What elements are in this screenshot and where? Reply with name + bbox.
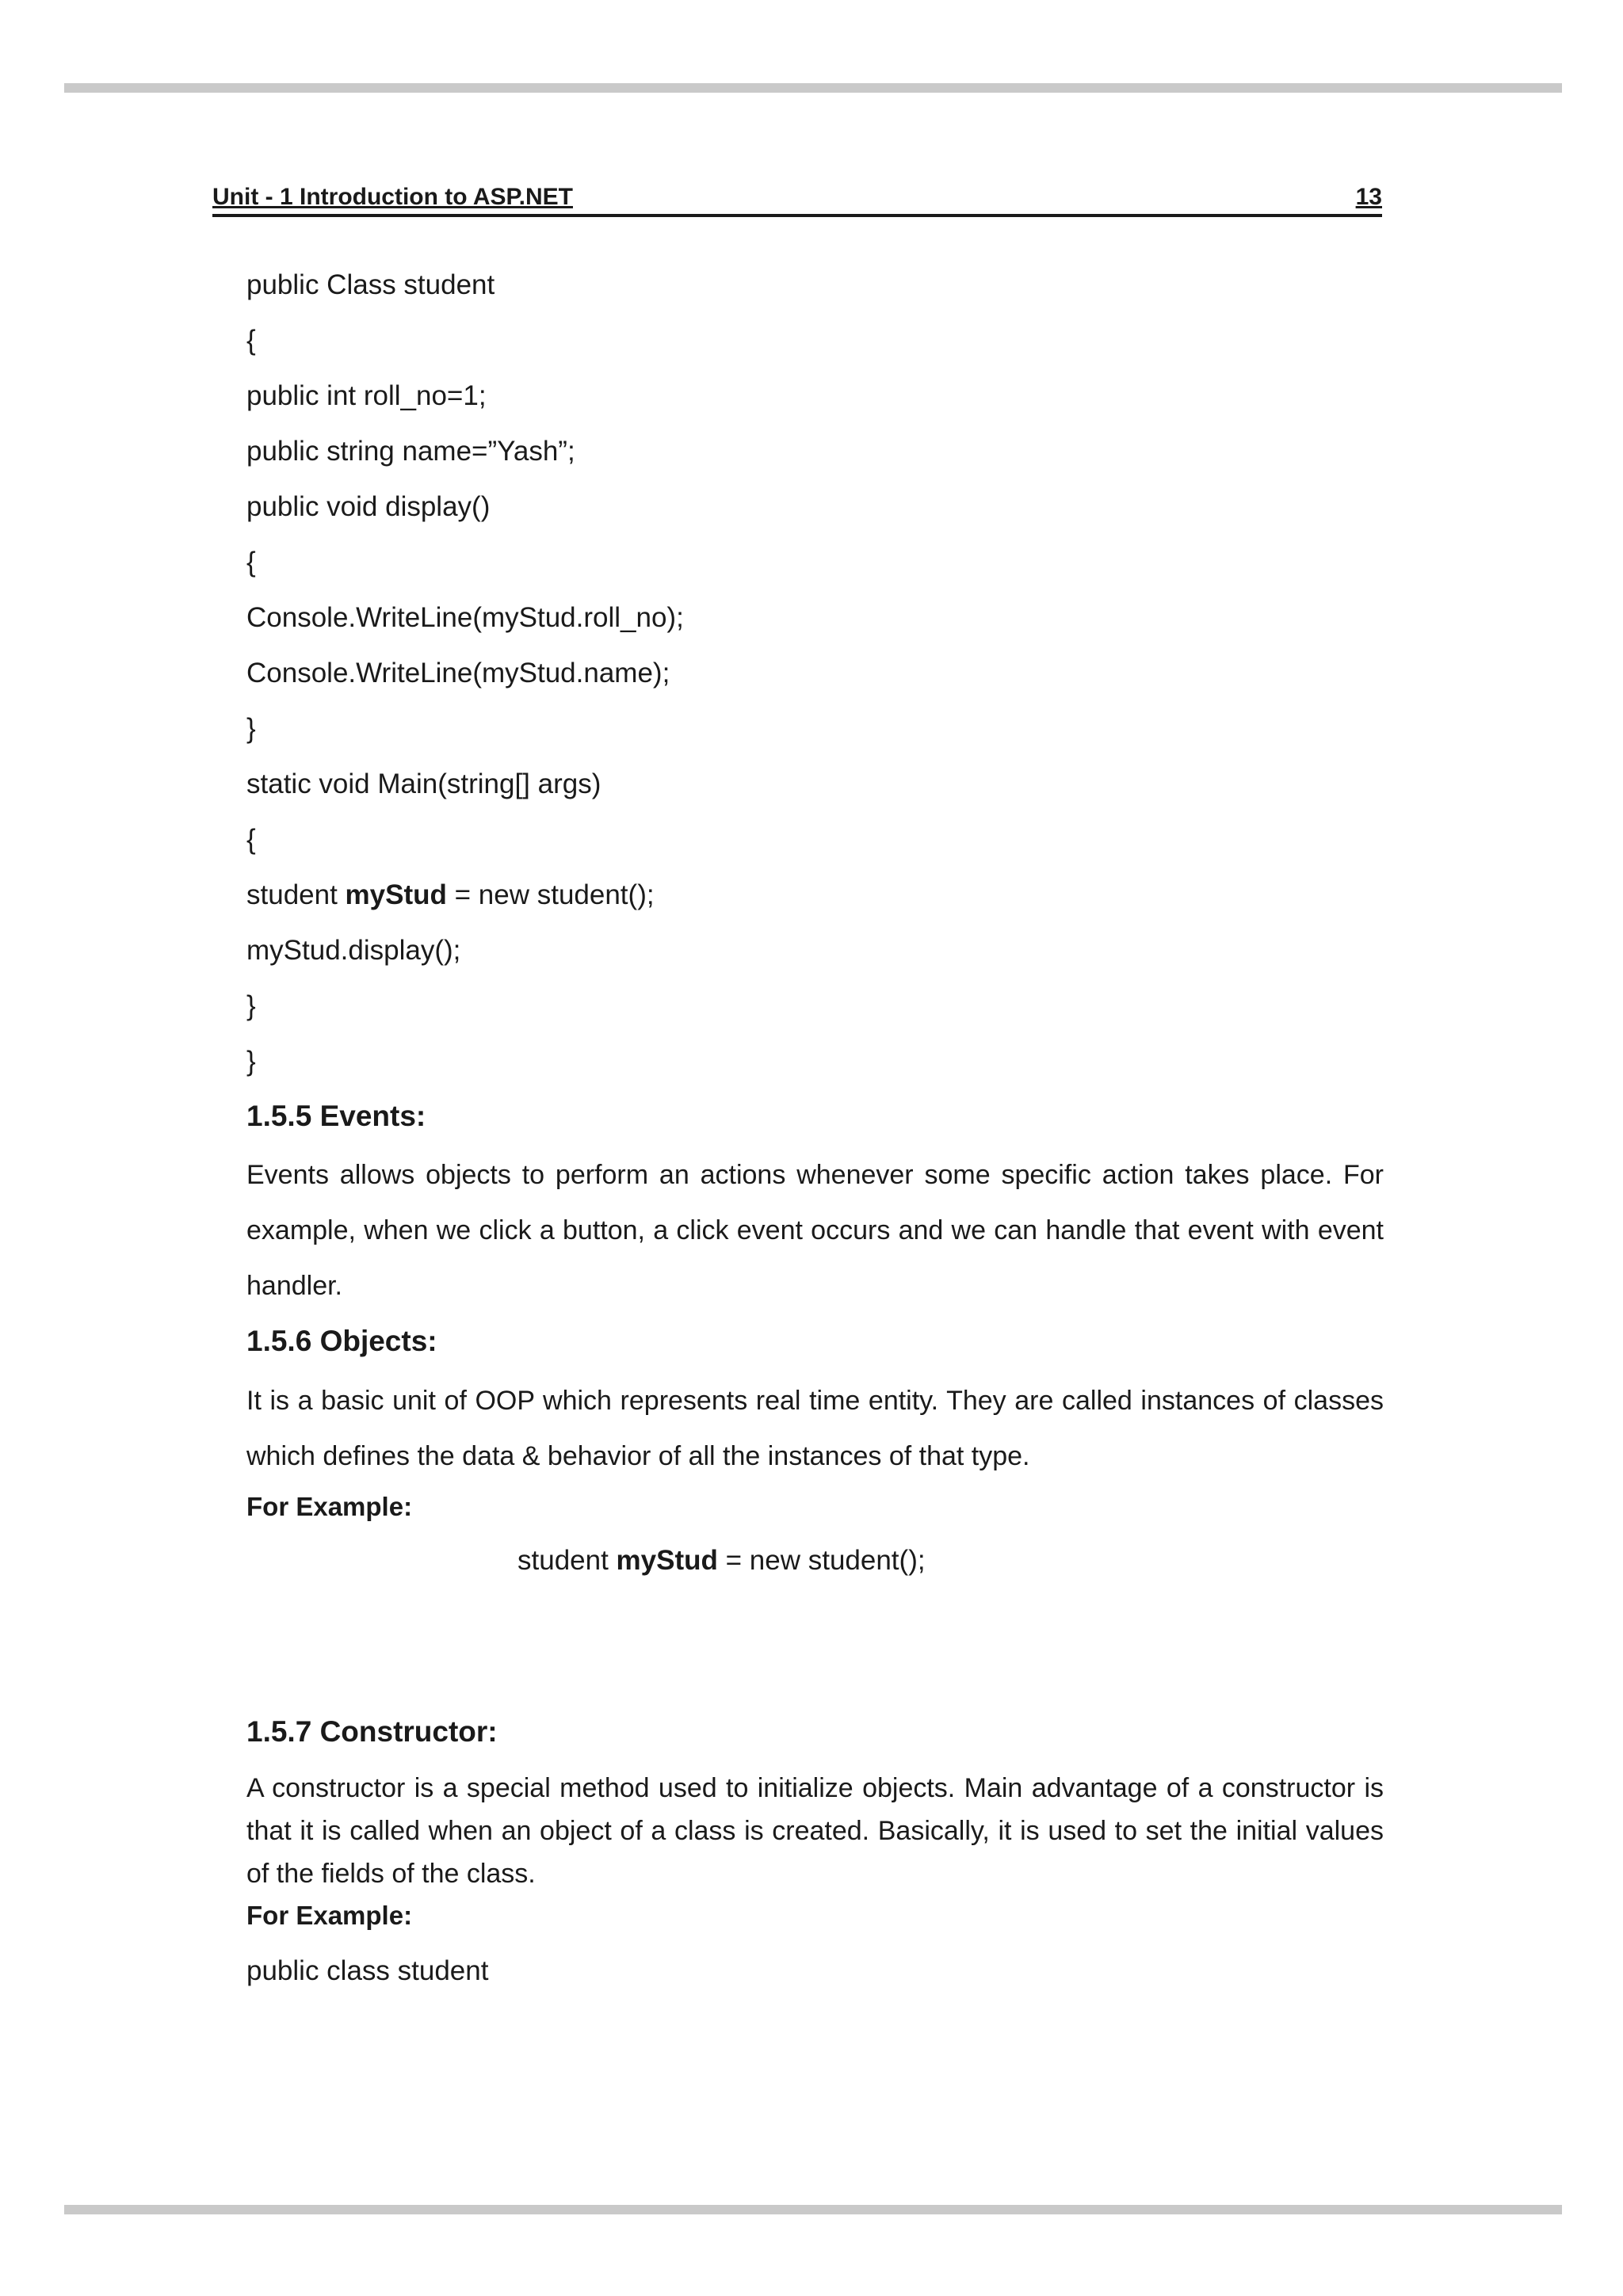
objects-paragraph: It is a basic unit of OOP which represents real time entity. They are called instances of classes which defines the data & behavior of all the instances of that type.: [246, 1386, 1384, 1471]
code-line: }: [246, 1046, 256, 1077]
code-line: Console.WriteLine(myStud.roll_no);: [246, 602, 684, 633]
section-heading-constructor: 1.5.7 Constructor:: [246, 1715, 498, 1748]
example-label: For Example:: [246, 1492, 413, 1521]
code-text: = new student();: [717, 1545, 926, 1576]
code-line: static void Main(string[] args): [246, 769, 601, 799]
code-line: }: [246, 990, 256, 1021]
code-line-object-creation: [246, 878, 655, 913]
code-text: student: [517, 1545, 617, 1576]
code-line: }: [246, 713, 256, 744]
events-paragraph: Events allows objects to perform an actions whenever some specific action takes place. For example, when we click a button, a click event occurs and we can handle that event with event handler.: [246, 1160, 1384, 1301]
section-heading-events: 1.5.5 Events:: [246, 1100, 426, 1132]
section-heading-objects: 1.5.6 Objects:: [246, 1325, 437, 1357]
code-bold-identifier: myStud: [345, 879, 447, 910]
constructor-paragraph: A constructor is a special method used to initialize objects. Main advantage of a constructor is that it is called when an object of a class is created. Basically, it is used to set the initial values of the fields of the class.: [246, 1773, 1384, 1889]
example-label: For Example:: [246, 1901, 413, 1930]
code-text: = new student();: [446, 879, 655, 910]
code-line: public void display(): [246, 491, 491, 522]
code-line: myStud.display();: [246, 935, 461, 966]
code-line: public Class student: [246, 269, 495, 300]
top-border: [64, 83, 1562, 93]
code-line: public class student: [246, 1955, 489, 1986]
code-line: {: [246, 824, 256, 855]
code-line: public int roll_no=1;: [246, 380, 487, 411]
page-number: 13: [1355, 184, 1382, 210]
header-title: Unit - 1 Introduction to ASP.NET: [212, 184, 573, 210]
code-line: Console.WriteLine(myStud.name);: [246, 658, 670, 688]
code-text: student: [246, 879, 346, 910]
page-header: [212, 181, 1382, 217]
code-bold-identifier: myStud: [616, 1545, 718, 1576]
bottom-border: [64, 2205, 1562, 2214]
code-line: {: [246, 547, 256, 578]
code-line: {: [246, 325, 256, 356]
code-line: public string name=”Yash”;: [246, 436, 575, 467]
objects-example-code: [517, 1543, 926, 1578]
